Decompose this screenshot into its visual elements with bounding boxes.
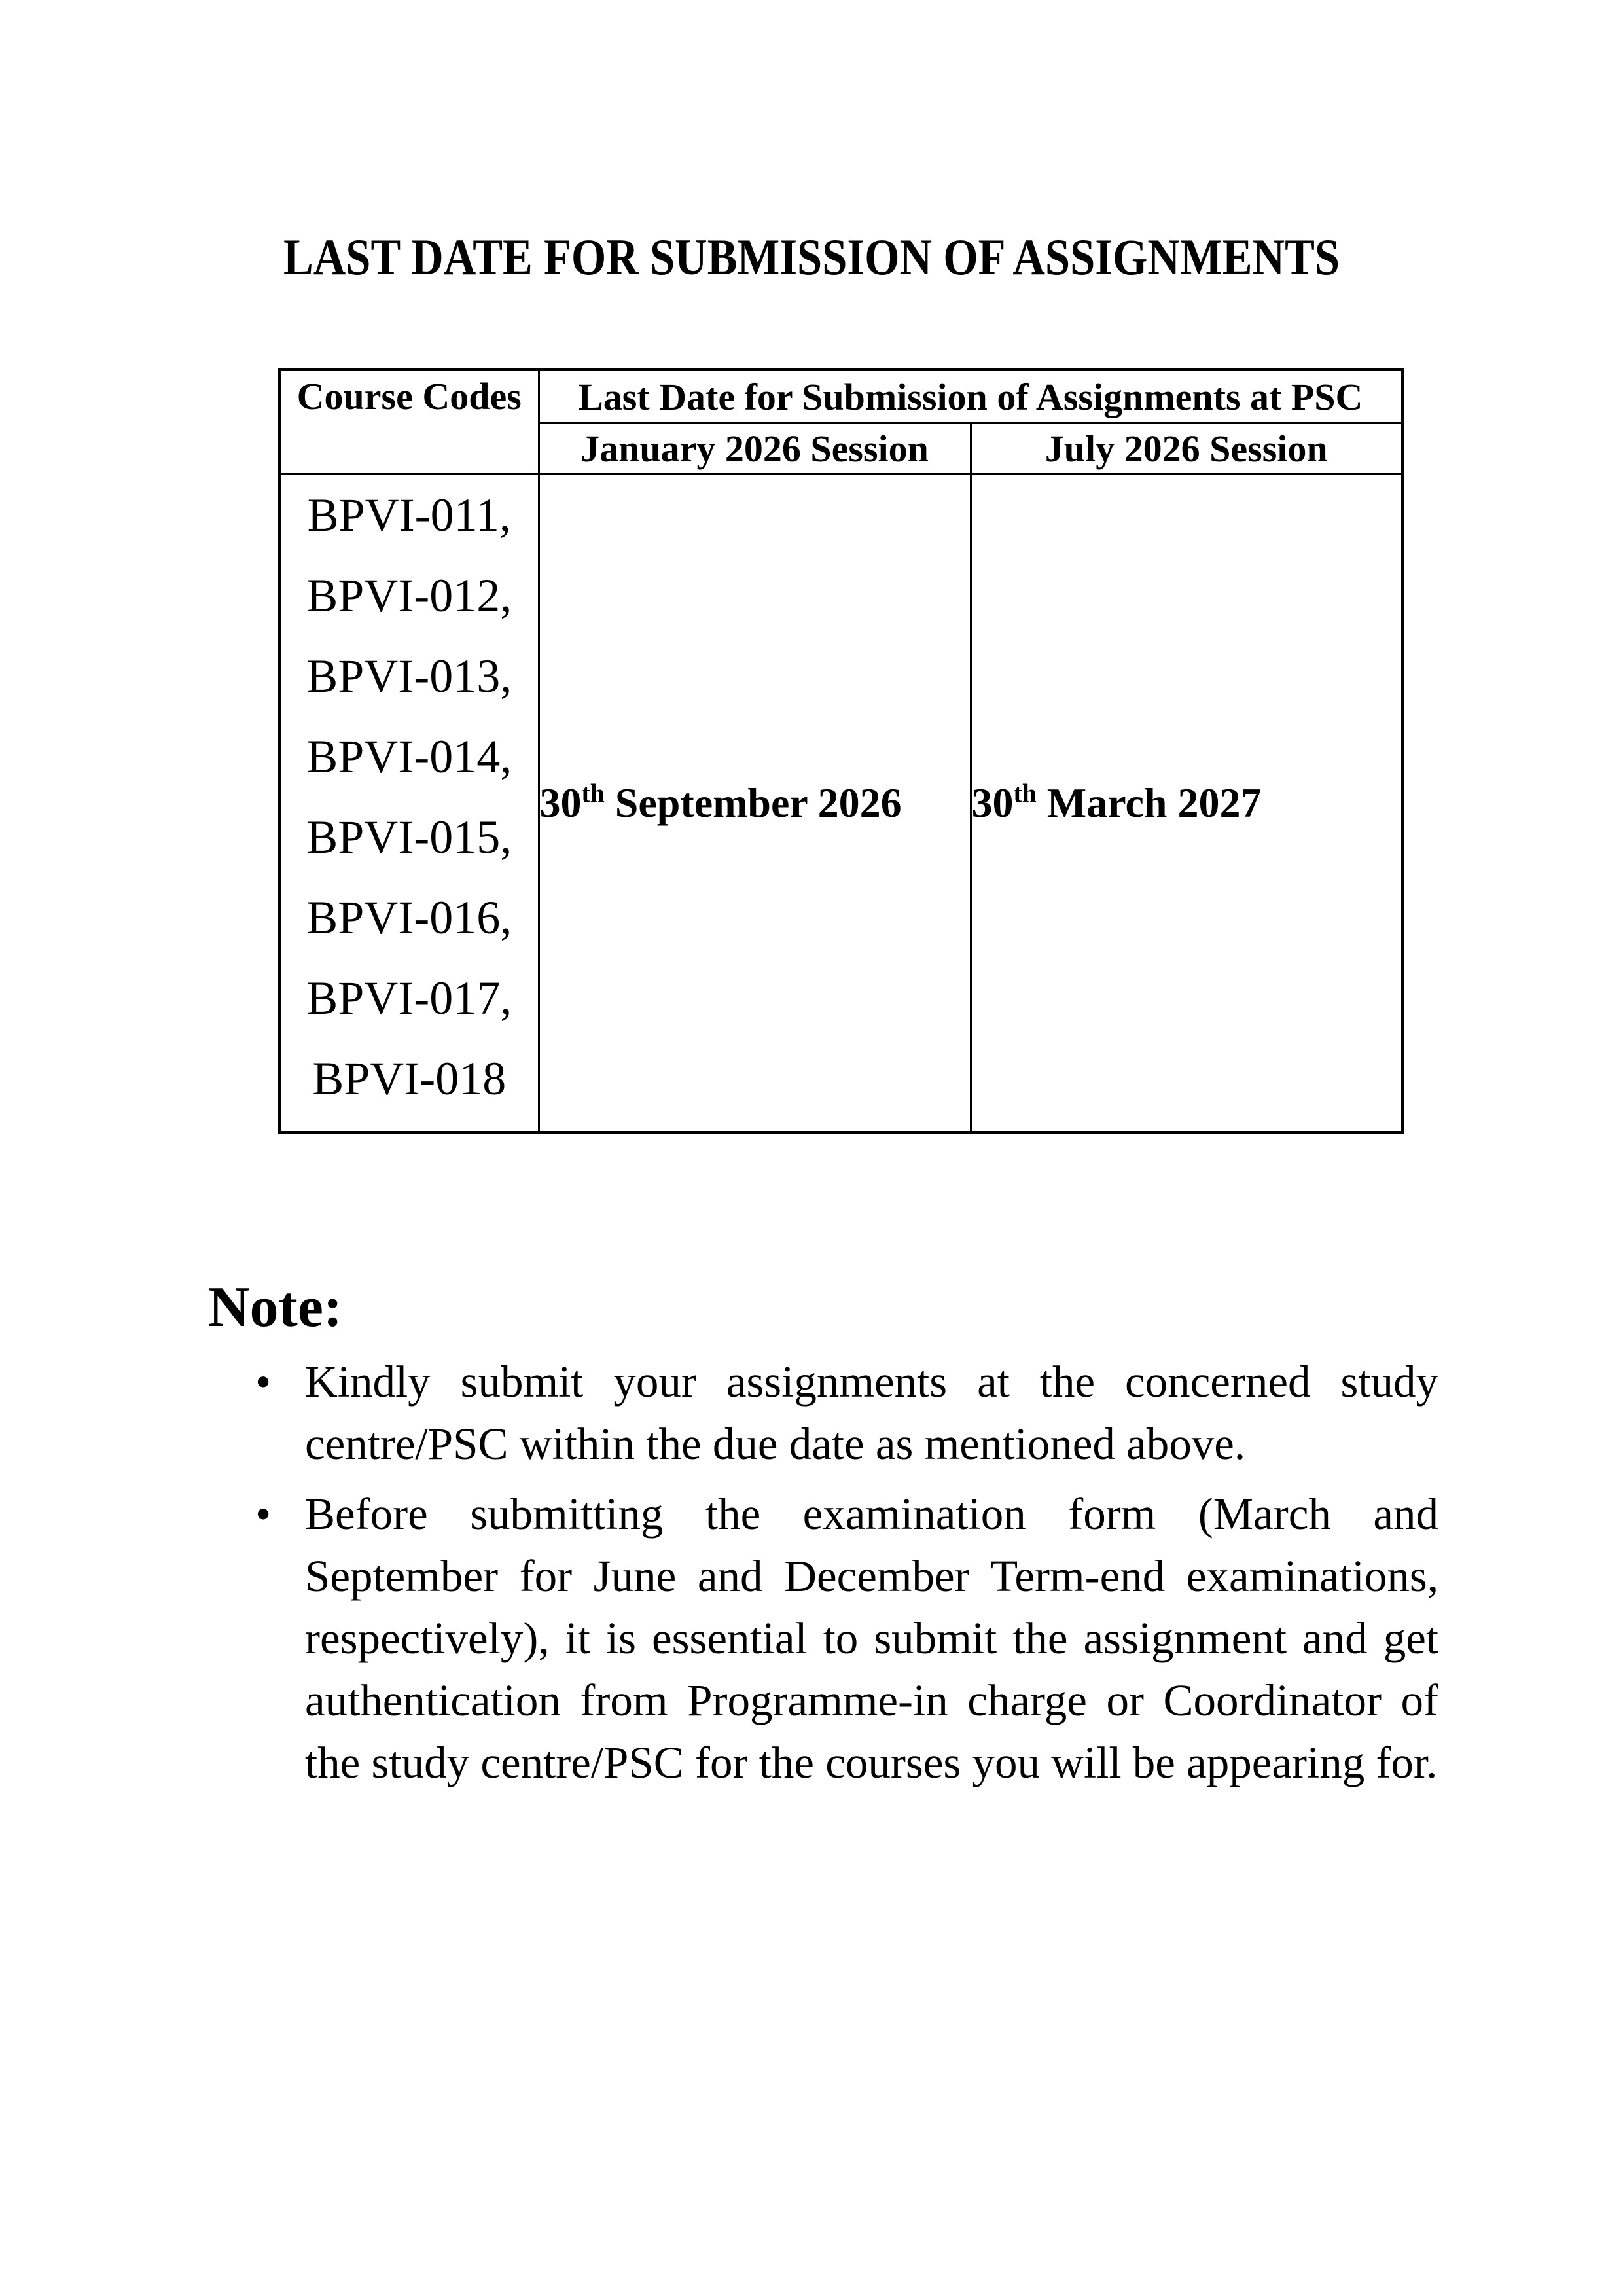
deadline-ordinal: th [1013, 779, 1037, 808]
page-title: LAST DATE FOR SUBMISSION OF ASSIGNMENTS [283, 228, 1340, 285]
deadline-month-year: September 2026 [604, 779, 902, 826]
course-code: BPVI-018 [312, 1052, 507, 1105]
course-code: BPVI-011, [307, 489, 511, 541]
course-code: BPVI-015, [306, 811, 512, 863]
note-heading: Note: [208, 1276, 343, 1339]
course-code: BPVI-013, [306, 650, 512, 702]
july-session-deadline-cell [971, 475, 1402, 1132]
column-header-july-2026-session: July 2026 Session [971, 423, 1402, 475]
note-list [208, 1351, 1438, 1794]
january-session-deadline-cell [539, 475, 971, 1132]
table-body-row [279, 475, 1402, 1132]
course-code: BPVI-014, [306, 730, 512, 783]
note-bullet-authentication-before-exam-form: • Before submitting the examination form (March and September for June and December Term-end examinations, respectively), it is essential to submit the assignment and get authentication from Programme-in charge or Coordinator of the study centre/PSC for the courses you will be appearing for. [208, 1483, 1438, 1794]
deadline-ordinal: th [581, 779, 605, 808]
deadline-day: 30 [971, 779, 1014, 826]
note-section [208, 1278, 1438, 1802]
table-header-row-1 [279, 370, 1402, 423]
assignment-deadline-table [278, 368, 1404, 1134]
deadline-month-year: March 2027 [1036, 779, 1262, 826]
column-header-january-2026-session: January 2026 Session [539, 423, 971, 475]
course-code: BPVI-016, [306, 891, 512, 944]
note-bullet-submit-within-due-date: • Kindly submit your assignments at the concerned study centre/PSC within the due date as mentioned above. [208, 1351, 1438, 1475]
course-code: BPVI-017, [306, 972, 512, 1024]
course-codes-cell [279, 475, 539, 1132]
column-header-course-codes: Course Codes [279, 370, 539, 475]
deadline-day: 30 [539, 779, 582, 826]
course-code: BPVI-012, [306, 569, 512, 622]
column-header-last-date-psc: Last Date for Submission of Assignments at PSC [539, 370, 1402, 423]
